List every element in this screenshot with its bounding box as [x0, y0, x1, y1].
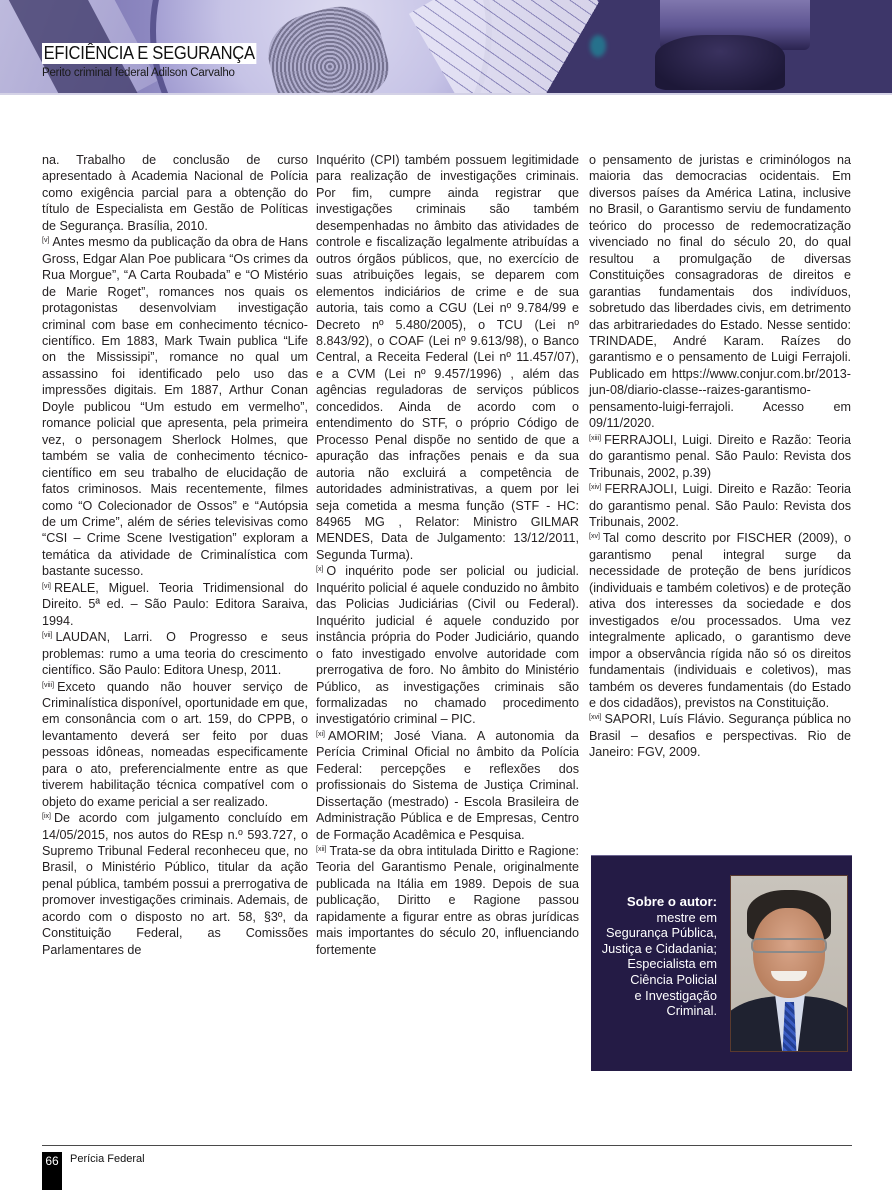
banner-teal-spot	[590, 35, 606, 57]
footnote-paragraph	[316, 563, 579, 728]
paragraph-text: Inquérito (CPI) também possuem legitimidade para realização de investigações criminais. Por fim, cumpre ainda registrar que investigações criminais são também desempenhadas no âmbito das atividades de controle e fiscalização legalmente atribuídas a outros órgãos públicos, que, no exercício de suas atribuições legais, se deparem com elementos indiciários de crime e de sua autoria, tais como a CGU (Lei nº 9.784/99 e Decreto nº 5.480/2005), o TCU (Lei nº 8.843/92), o COAF (Lei nº 9.613/98), o Banco Central, a Receita Federal (Lei nº 11.457/07), e a CVM (Lei nº 9.457/1996) , além das agências reguladoras de serviços públicos concedidos. Ainda de acordo com o entendimento do STF, o próprio Código de Processo Penal dispõe no sentido de que a apuração das infrações penais e da sua autoria não excluirá a competência de autoridades administrativas, a quem por lei seja cometida a mesma função (STF - HC: 84965 MG , Relator: Ministro GILMAR MENDES, Data de Julgamento: 13/12/2011, Segunda Turma).	[316, 153, 579, 562]
footnote-marker: [xvi]	[589, 714, 602, 722]
author-bio-line: Criminal.	[666, 1003, 717, 1019]
paragraph-text: na. Trabalho de conclusão de curso apresentado à Academia Nacional de Polícia como exigência parcial para a obtenção do título de Especialista em Gestão de Políticas de Segurança. Brasília, 2010.	[42, 153, 308, 233]
author-bio-heading: Sobre o autor:	[626, 894, 717, 909]
text-column-3	[589, 152, 851, 761]
footnote-marker: [vii]	[42, 632, 53, 640]
footnote-marker: [ix]	[42, 813, 51, 821]
footnote-marker: [v]	[42, 237, 50, 245]
photo-face-shape	[753, 908, 825, 998]
footnote-paragraph	[42, 679, 308, 811]
footer-divider	[42, 1145, 852, 1146]
author-bio-line: mestre em	[656, 909, 717, 925]
photo-glasses-shape	[751, 938, 827, 953]
paragraph-text: FERRAJOLI, Luigi. Direito e Razão: Teoria do garantismo penal. São Paulo: Revista dos Tribunais, 2002, p.39)	[589, 432, 851, 480]
photo-smile-shape	[771, 971, 807, 981]
text-column-1	[42, 152, 308, 958]
footnote-marker: [vi]	[42, 582, 51, 590]
page-number: 66	[42, 1152, 62, 1190]
paragraph-text: SAPORI, Luís Flávio. Segurança pública no Brasil – desafios e perspectivas. Rio de Janeiro: FGV, 2009.	[589, 712, 851, 760]
banner-bottom-edge	[0, 93, 892, 95]
paragraph-text: Trata-se da obra intitulada Diritto e Ragione: Teoria del Garantismo Penale, originalmente publicada na Itália em 1989. Depois de sua publicação, Diritto e Ragione passou rapidamente a figurar entre as obras jurídicas mais importantes do século 20, influenciando fortemente	[316, 844, 579, 957]
author-info-box	[591, 855, 852, 1071]
footnote-marker: [x]	[316, 566, 324, 574]
footnote-marker: [xi]	[316, 730, 325, 738]
author-bio-line: Especialista em	[627, 956, 717, 972]
section-title: EFICIÊNCIA E SEGURANÇA	[43, 43, 255, 63]
footnote-paragraph	[42, 629, 308, 678]
footnote-paragraph	[589, 711, 851, 760]
author-bio-line: Ciência Policial	[630, 971, 717, 987]
footnote-paragraph	[589, 481, 851, 530]
footnote-paragraph	[42, 234, 308, 580]
footnote-marker: [xiii]	[589, 434, 602, 442]
footnote-marker: [xii]	[316, 846, 327, 854]
paragraph-text: FERRAJOLI, Luigi. Direito e Razão: Teoria do garantismo penal. São Paulo: Revista dos Tribunais, 2002.	[589, 482, 851, 529]
footnote-marker: [xv]	[589, 533, 600, 541]
author-bio	[587, 894, 717, 1019]
author-bio-line: e Investigação	[634, 987, 717, 1003]
paragraph-text: De acordo com julgamento concluído em 14/05/2015, nos autos do REsp n.º 593.727, o Supremo Tribunal Federal reconheceu que, no Brasil, o Ministério Público, titular da ação penal pública, também possui a prerrogativa de promover investigações criminais. Ademais, de acordo com o disposto no art. 58, §3º, da Constituição Federal, as Comissões Parlamentares de	[42, 811, 308, 957]
footnote-paragraph	[42, 810, 308, 958]
paragraph-text: Tal como descrito por FISCHER (2009), o garantismo penal integral surge da necessidade de proteção de bens jurídicos (individuais e também coletivos) e de proteção ativa dos interesses da sociedade e dos investigados e/ou processados. Uma vez integralmente aplicado, o garantismo deve impor a observância rígida não só os direitos fundamentais (individuais e coletivos), mas também os deveres fundamentais (do Estado e dos cidadãos), previstos na Constituição.	[589, 531, 851, 710]
footnote-marker: [xiv]	[589, 484, 602, 492]
footnote-paragraph	[42, 152, 308, 234]
text-column-2	[316, 152, 579, 958]
publication-name: Perícia Federal	[70, 1153, 145, 1165]
paragraph-text: AMORIM; José Viana. A autonomia da Perícia Criminal Oficial no âmbito da Polícia Federal: percepções e reflexões dos profissionais do Sistema de Justiça Criminal. Dissertação (mestrado) - Escola Brasileira de Administração Pública e de Empresas, Centro de Formação Acadêmica e Pesquisa.	[316, 728, 579, 842]
author-bio-line: Segurança Pública,	[606, 925, 717, 941]
footnote-paragraph	[316, 152, 579, 563]
footnote-paragraph	[316, 728, 579, 843]
footnote-paragraph	[589, 530, 851, 711]
paragraph-text: LAUDAN, Larri. O Progresso e seus problemas: rumo a uma teoria do crescimento científico. São Paulo: Editora Unesp, 2011.	[42, 630, 308, 678]
footnote-paragraph	[316, 843, 579, 958]
footnote-paragraph	[42, 580, 308, 629]
footnote-paragraph	[589, 432, 851, 481]
footnote-paragraph	[589, 152, 851, 432]
author-bio-line: Justiça e Cidadania;	[601, 940, 717, 956]
author-photo	[730, 875, 848, 1052]
paragraph-text: REALE, Miguel. Teoria Tridimensional do Direito. 5ª ed. – São Paulo: Editora Saraiva, 1994.	[42, 580, 308, 628]
paragraph-text: o pensamento de juristas e criminólogos na maioria das democracias ocidentais. Em diversos países da América Latina, inclusive no Brasil, o Garantismo serviu de fundamento teórico do processo de redemocratização vivenciado no final do século 20, do qual resultou a promulgação de diversas Constituições consagradoras de direitos e garantias fundamentais dos indivíduos, sobretudo das liberdades civis, em detrimento das arbitrariedades do Estado. Nesse sentido: TRINDADE, André Karam. Raízes do garantismo e o pensamento de Luigi Ferrajoli. Publicado em https://www.conjur.com.br/2013-jun-08/diario-classe--raizes-garantismo-pensamento-luigi-ferrajoli. Acesso em 09/11/2020.	[589, 153, 851, 431]
author-byline: Perito criminal federal Adilson Carvalho	[42, 67, 235, 79]
footnote-marker: [viii]	[42, 681, 55, 689]
paragraph-text: Exceto quando não houver serviço de Criminalística disponível, oportunidade em que, em consonância com o art. 159, do CPPB, o levantamento deverá ser feito por duas pessoas idôneas, nomeadas especificamente para o ato, preferencialmente entre as que tiverem habilitação técnica compatível com o objeto do exame pericial a ser realizado.	[42, 679, 308, 809]
gavel-base-shape	[655, 35, 785, 90]
paragraph-text: Antes mesmo da publicação da obra de Hans Gross, Edgar Alan Poe publicara “Os crimes da Rua Morgue”, “A Carta Roubada” e “O Mistério de Marie Roget”, romances nos quais os protagonistas desenvolviam investigação criminal com base em conhecimento técnico-científico. Em 1883, Mark Twain publica “Life on the Mississipi”, romance no qual um assassino foi identificado pelo uso das impressões digitais. Em 1887, Arthur Conan Doyle publicou “Um estudo em vermelho”, romance policial que apresenta, pela primeira vez, o personagem Sherlock Holmes, que também se valia de conhecimento técnico-científico em seu trabalho de elucidação de fatos criminosos. Mais recentemente, filmes como “O Colecionador de Ossos” e “Autópsia de um Crime”, além de séries televisivas como “CSI – Crime Scene Ivestigation” exploram a temática da atividade de Criminalística com bastante sucesso.	[42, 235, 308, 579]
paragraph-text: O inquérito pode ser policial ou judicial. Inquérito policial é aquele conduzido no âmbito das Policias Judiciárias (Civil ou Federal). Inquérito judicial é aquele conduzido por instância própria do Poder Judiciário, quando o fato investigado envolve autoridade com prerrogativa de foro. No âmbito do Ministério Público, as investigações criminais são formalizadas no chamado procedimento investigatório criminal – PIC.	[316, 564, 579, 727]
